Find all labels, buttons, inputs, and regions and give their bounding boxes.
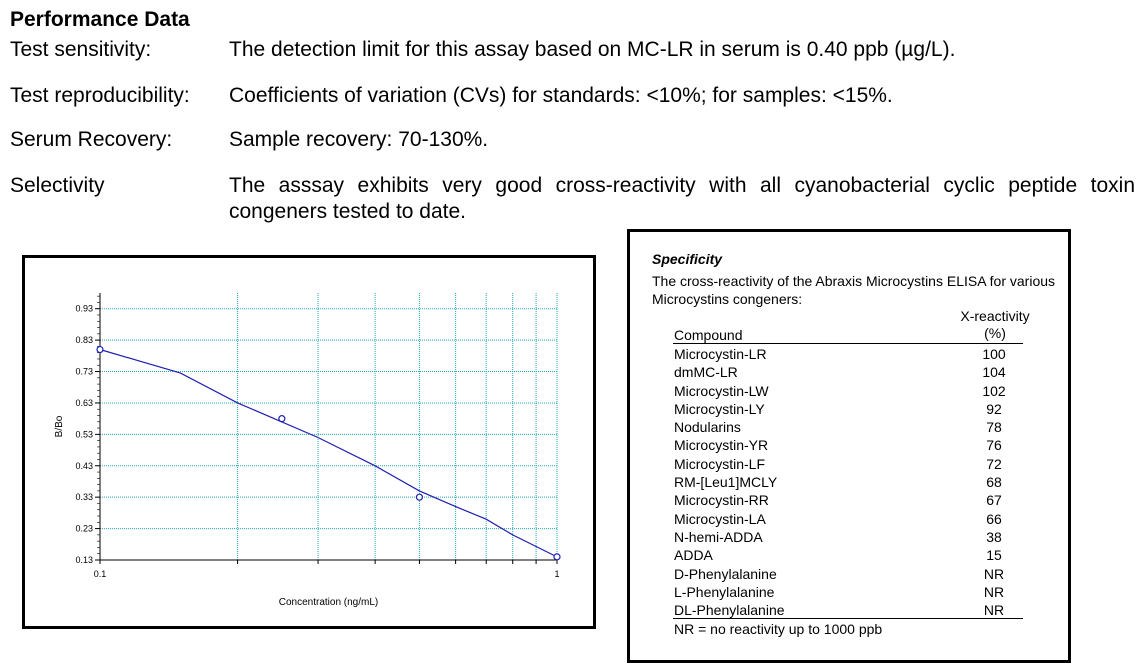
compound-cell: Nodularins [674, 419, 741, 436]
x-tick-label: 1 [554, 569, 560, 579]
specificity-panel [627, 229, 1071, 663]
row-label: Serum Recovery: [10, 128, 173, 151]
table-row [674, 546, 1034, 564]
xreactivity-cell: NR [983, 565, 1005, 582]
compound-cell: RM-[Leu1]MCLY [674, 474, 778, 491]
data-point [279, 416, 285, 422]
specificity-description: The cross-reactivity of the Abraxis Microcystins ELISA for various Microcystins congeners: [652, 273, 1056, 307]
xreactivity-cell: 92 [986, 400, 1002, 417]
column-header-compound: Compound [674, 327, 743, 343]
y-tick-label: 0.33 [75, 492, 93, 503]
xreactivity-cell: 104 [982, 364, 1006, 381]
table-row [674, 363, 1034, 381]
row-value: The asssay exhibits very good cross-reactivity with all cyanobacterial cyclic peptide toxin congeners tested to date. [229, 174, 1135, 223]
data-point [416, 494, 422, 500]
table-row [674, 528, 1034, 546]
row-label: Selectivity [10, 174, 105, 197]
xreactivity-cell: 78 [986, 419, 1002, 436]
compound-cell: Microcystin-LY [674, 400, 765, 417]
y-tick-label: 0.43 [75, 460, 93, 471]
table-row [674, 345, 1034, 363]
page-title: Performance Data [10, 8, 190, 31]
compound-cell: Microcystin-YR [674, 437, 769, 454]
compound-cell: Microcystin-LA [674, 510, 766, 527]
column-header-xreactivity [945, 308, 1045, 342]
compound-cell: N-hemi-ADDA [674, 528, 763, 545]
xreactivity-cell: 38 [986, 528, 1002, 545]
x-axis-label: Concentration (ng/mL) [278, 597, 379, 608]
x-tick-label: 0.1 [93, 569, 107, 579]
header-rule [673, 343, 1023, 344]
compound-cell: ADDA [674, 547, 713, 564]
xreactivity-cell: NR [983, 602, 1005, 619]
y-tick-label: 0.93 [75, 303, 93, 314]
compound-cell: Microcystin-LR [674, 346, 767, 362]
y-tick-label: 0.63 [75, 397, 93, 408]
table-row [674, 400, 1034, 418]
y-tick-label: 0.73 [75, 366, 93, 377]
y-tick-label: 0.13 [75, 555, 93, 565]
table-row [674, 418, 1034, 436]
row-label: Test reproducibility: [10, 84, 190, 107]
data-point [97, 347, 103, 353]
y-tick-label: 0.23 [75, 523, 93, 534]
compound-cell: D-Phenylalanine [674, 565, 777, 582]
row-value: Sample recovery: 70-130%. [229, 128, 489, 151]
table-row [674, 565, 1034, 583]
compound-cell: DL-Phenylalanine [674, 602, 785, 619]
chart-svg [25, 258, 593, 626]
y-axis-label: B/Bo [54, 415, 65, 438]
table-row [674, 455, 1034, 473]
compound-cell: Microcystin-RR [674, 492, 769, 509]
table-row [674, 473, 1034, 491]
xreactivity-label: X-reactivity [960, 308, 1030, 324]
table-row [674, 491, 1034, 509]
compound-cell: Microcystin-LF [674, 455, 766, 472]
standard-curve-chart [22, 255, 596, 629]
y-tick-label: 0.53 [75, 429, 93, 440]
xreactivity-cell: 76 [986, 437, 1002, 454]
table-row [674, 382, 1034, 400]
specificity-footnote: NR = no reactivity up to 1000 ppb [674, 621, 883, 637]
footer-rule [673, 618, 1023, 619]
fit-curve-line [100, 350, 557, 557]
table-row [674, 601, 1034, 619]
row-value: The detection limit for this assay based on MC-LR in serum is 0.40 ppb (µg/L). [229, 38, 956, 61]
specificity-title: Specificity [652, 251, 723, 267]
compound-cell: dmMC-LR [674, 364, 738, 381]
y-tick-label: 0.83 [75, 335, 93, 346]
data-point [554, 554, 560, 560]
row-value: Coefficients of variation (CVs) for standards: <10%; for samples: <15%. [229, 84, 893, 107]
table-row [674, 510, 1034, 528]
xreactivity-unit: (%) [984, 325, 1006, 341]
xreactivity-cell: 67 [986, 492, 1002, 509]
xreactivity-cell: 102 [982, 382, 1006, 399]
table-row [674, 583, 1034, 601]
specificity-table [674, 345, 1034, 619]
compound-cell: L-Phenylalanine [674, 583, 775, 600]
xreactivity-cell: 72 [986, 455, 1002, 472]
table-row [674, 436, 1034, 454]
xreactivity-cell: 100 [982, 346, 1006, 362]
xreactivity-cell: 68 [986, 474, 1002, 491]
row-label: Test sensitivity: [10, 38, 152, 61]
xreactivity-cell: 66 [986, 510, 1002, 527]
xreactivity-cell: 15 [986, 547, 1002, 564]
compound-cell: Microcystin-LW [674, 382, 769, 399]
xreactivity-cell: NR [983, 583, 1005, 600]
